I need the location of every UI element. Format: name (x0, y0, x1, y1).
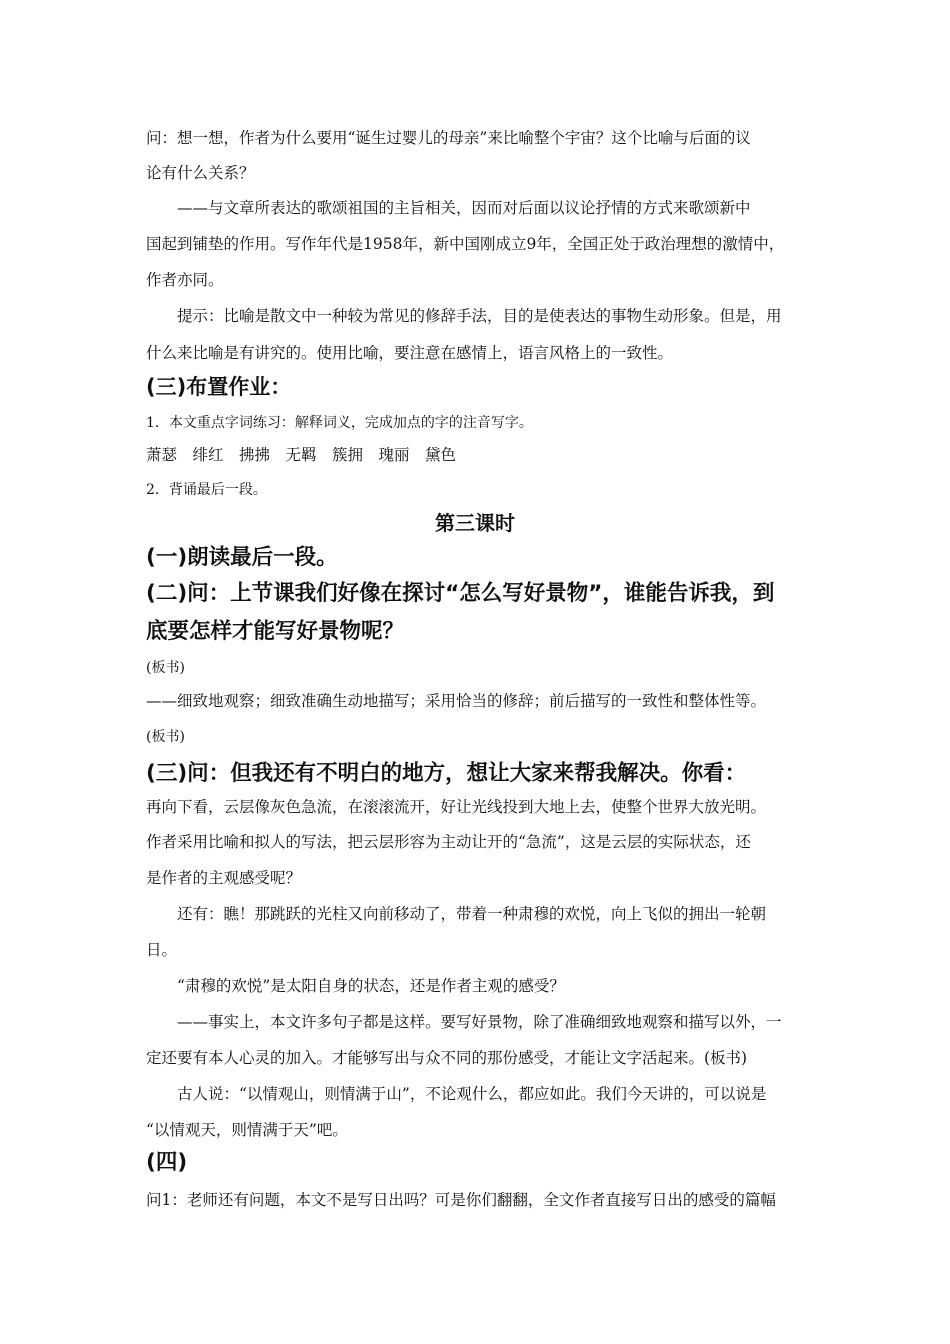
board-note: (板书) (146, 660, 185, 676)
body-line: “肃穆的欢悦”是太阳自身的状态，还是作者主观的感受？ (177, 977, 565, 995)
question-line: 论有什么关系？ (146, 164, 255, 182)
answer-line: 国起到铺垫的作用。写作年代是1958年，新中国刚成立9年，全国正处于政治理想的激情中， (146, 235, 785, 253)
answer-line: ——与文章所表达的歌颂祖国的主旨相关，因而对后面以议论抒情的方式来歌颂新中 (177, 199, 751, 217)
question-line: 问：想一想，作者为什么要用“诞生过婴儿的母亲”来比喻整个宇宙？这个比喻与后面的议 (146, 129, 751, 147)
homework-heading: (三)布置作业： (146, 375, 292, 399)
section-heading: (三)问：但我还有不明白的地方，想让大家来帮我解决。你看： (146, 761, 747, 786)
body-line: 日。 (146, 941, 178, 959)
section-heading: (二)问：上节课我们好像在探讨“怎么写好景物”，谁能告诉我，到 (146, 581, 775, 606)
homework-item: 2．背诵最后一段。 (146, 482, 267, 498)
board-note: (板书) (146, 729, 185, 745)
section-heading: 底要怎样才能写好景物呢？ (146, 619, 405, 644)
body-line: 定还要有本人心灵的加入。才能够写出与众不同的那份感受，才能让文字活起来。(板书) (146, 1049, 748, 1067)
body-line: ——事实上，本文许多句子都是这样。要写好景物，除了准确细致地观察和描写以外，一 (177, 1013, 782, 1031)
tip-line: 提示：比喻是散文中一种较为常见的修辞手法，目的是使表达的事物生动形象。但是，用 (177, 307, 782, 325)
body-line: 再向下看，云层像灰色急流，在滚滚流开，好让光线投到大地上去，使整个世界大放光明。 (146, 798, 767, 816)
homework-item: 1．本文重点字词练习：解释词义，完成加点的字的注音写字。 (146, 415, 533, 431)
body-line: 问1：老师还有问题，本文不是写日出吗？可是你们翻翻，全文作者直接写日出的感受的篇幅 (146, 1191, 776, 1209)
body-line: 还有：瞧！那跳跃的光柱又向前移动了，带着一种肃穆的欢悦，向上飞似的拥出一轮朝 (177, 905, 767, 923)
body-line: 作者采用比喻和拟人的写法，把云层形容为主动让开的“急流”，这是云层的实际状态，还 (146, 833, 751, 851)
body-line: 古人说：“以情观山，则情满于山”，不论观什么，都应如此。我们今天讲的，可以说是 (177, 1085, 767, 1103)
body-line: “以情观天，则情满于天”吧。 (146, 1121, 348, 1139)
lesson-title: 第三课时 (435, 511, 515, 535)
tip-line: 什么来比喻是有讲究的。使用比喻，要注意在感情上，语言风格上的一致性。 (146, 344, 674, 362)
section-heading: (一)朗读最后一段。 (146, 545, 338, 570)
answer-line: ——细致地观察；细致准确生动地描写；采用恰当的修辞；前后描写的一致性和整体性等。 (146, 692, 767, 710)
vocabulary-words: 萧瑟 绯红 拂拂 无羁 簇拥 瑰丽 黛色 (146, 446, 457, 464)
section-heading: (四) (146, 1150, 188, 1175)
answer-line: 作者亦同。 (146, 271, 224, 289)
body-line: 是作者的主观感受呢？ (146, 869, 302, 887)
